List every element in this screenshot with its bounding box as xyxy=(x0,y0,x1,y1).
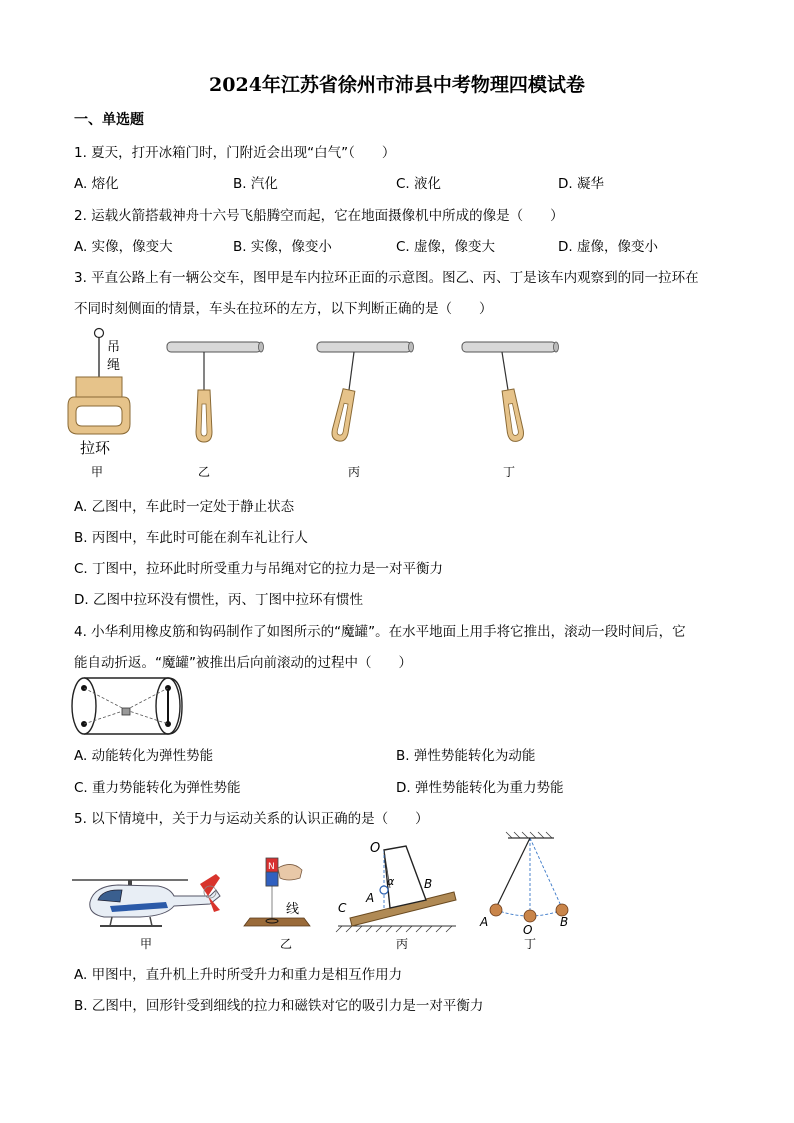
ring-side-bing xyxy=(317,342,414,443)
q3-fig-label-jia: 甲 xyxy=(91,465,104,479)
section-heading: 一、单选题 xyxy=(74,112,144,128)
q3-fig-label-yi: 乙 xyxy=(198,465,211,479)
thread-label: 线 xyxy=(286,902,300,917)
q5-option-b[interactable]: B. 乙图中，回形针受到细线的拉力和磁铁对它的吸引力是一对平衡力 xyxy=(74,998,484,1014)
q5-fig-label-jia: 甲 xyxy=(140,937,153,951)
ring-side-ding xyxy=(462,342,559,443)
q3-option-b[interactable]: B. 丙图中，车此时可能在刹车礼让行人 xyxy=(74,530,308,546)
helicopter-illustration xyxy=(72,874,220,926)
ring-label: 拉环 xyxy=(80,439,111,457)
q4-stem-line2: 能自动折返。“魔罐”被推出后向前滚动的过程中（ ） xyxy=(74,655,412,671)
incline-label-alpha: α xyxy=(387,875,395,888)
q1-option-d[interactable]: D. 凝华 xyxy=(558,176,604,192)
q4-stem-line1: 4. 小华利用橡皮筋和钩码制作了如图所示的“魔罐”。在水平地面上用手将它推出，滚动一段时间后，它 xyxy=(74,624,686,640)
q3-fig-label-bing: 丙 xyxy=(348,465,361,479)
incline-label-o: O xyxy=(370,841,381,856)
q3-option-a[interactable]: A. 乙图中，车此时一定处于静止状态 xyxy=(74,499,295,515)
q5-figure xyxy=(70,830,590,955)
q2-stem: 2. 运载火箭搭载神舟十六号飞船腾空而起，它在地面摄像机中所成的像是（ ） xyxy=(74,208,564,224)
incline-label-a: A xyxy=(366,891,375,905)
q2-option-a[interactable]: A. 实像，像变大 xyxy=(74,239,173,255)
q4-option-d[interactable]: D. 弹性势能转化为重力势能 xyxy=(396,780,564,796)
q3-figure xyxy=(66,322,626,482)
incline-label-c: C xyxy=(338,901,347,915)
q4-magic-can-figure xyxy=(70,676,190,740)
q4-option-b[interactable]: B. 弹性势能转化为动能 xyxy=(396,748,536,764)
ring-front-view xyxy=(68,329,130,458)
q2-option-c[interactable]: C. 虚像，像变大 xyxy=(396,239,496,255)
pendulum-label-o: O xyxy=(523,923,533,937)
incline-label-b: B xyxy=(424,877,433,891)
q1-option-c[interactable]: C. 液化 xyxy=(396,176,442,192)
pendulum-label-a: A xyxy=(480,915,489,929)
q5-fig-label-yi: 乙 xyxy=(280,937,293,951)
page-title: 2024年江苏省徐州市沛县中考物理四模试卷 xyxy=(209,74,585,96)
magnet-n-label: N xyxy=(268,862,275,872)
q1-option-b[interactable]: B. 汽化 xyxy=(233,176,278,192)
q2-option-d[interactable]: D. 虚像，像变小 xyxy=(558,239,658,255)
q3-stem-line2: 不同时刻侧面的情景，车头在拉环的左方，以下判断正确的是（ ） xyxy=(74,301,493,317)
q1-stem: 1. 夏天，打开冰箱门时，门附近会出现“白气”（ ） xyxy=(74,145,396,161)
q4-option-a[interactable]: A. 动能转化为弹性势能 xyxy=(74,748,214,764)
q5-option-a[interactable]: A. 甲图中，直升机上升时所受升力和重力是相互作用力 xyxy=(74,967,403,983)
q3-option-c[interactable]: C. 丁图中，拉环此时所受重力与吊绳对它的拉力是一对平衡力 xyxy=(74,561,444,577)
rope-label-1: 吊 xyxy=(107,340,121,355)
q2-option-b[interactable]: B. 实像，像变小 xyxy=(233,239,332,255)
q5-fig-label-bing: 丙 xyxy=(396,937,409,951)
q5-fig-label-ding: 丁 xyxy=(524,937,537,951)
magnet-paperclip-illustration xyxy=(244,858,310,926)
pendulum-illustration xyxy=(479,832,568,937)
ring-side-yi xyxy=(167,342,264,442)
incline-illustration xyxy=(336,841,456,932)
q3-stem-line1: 3. 平直公路上有一辆公交车，图甲是车内拉环正面的示意图。图乙、丙、丁是该车内观察到的同一拉环在 xyxy=(74,270,699,286)
q3-option-d[interactable]: D. 乙图中拉环没有惯性，丙、丁图中拉环有惯性 xyxy=(74,592,363,608)
pendulum-label-b: B xyxy=(560,915,569,929)
q5-stem: 5. 以下情境中，关于力与运动关系的认识正确的是（ ） xyxy=(74,811,429,827)
q3-fig-label-ding: 丁 xyxy=(503,465,516,479)
rope-label-2: 绳 xyxy=(107,358,121,373)
q1-option-a[interactable]: A. 熔化 xyxy=(74,176,119,192)
q4-option-c[interactable]: C. 重力势能转化为弹性势能 xyxy=(74,780,241,796)
